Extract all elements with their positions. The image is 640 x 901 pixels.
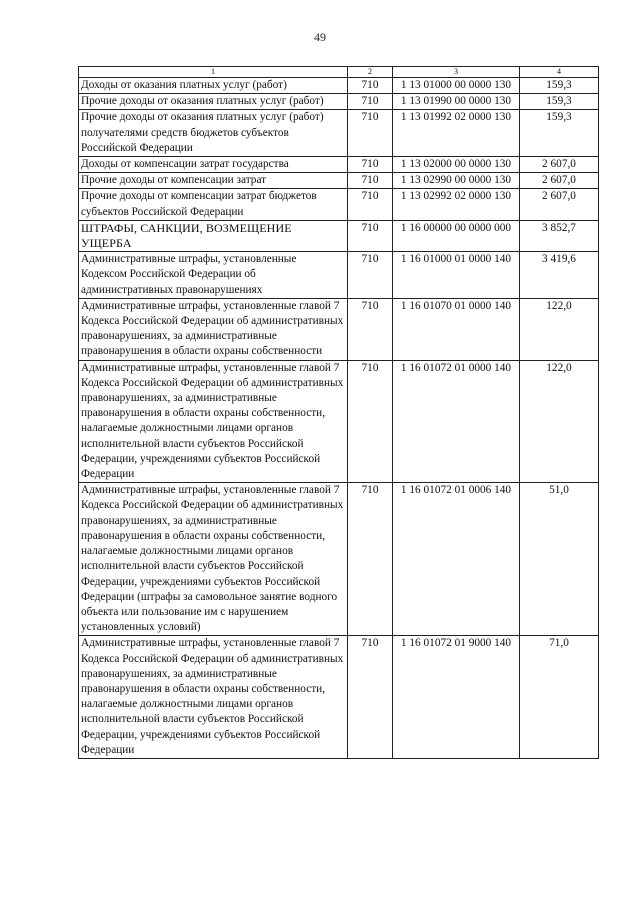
table-row — [79, 110, 599, 157]
row-amount: 159,3 — [520, 94, 599, 110]
row-kbk: 1 16 00000 00 0000 000 — [393, 220, 520, 251]
table-row — [79, 173, 599, 189]
row-kbk: 1 16 01070 01 0000 140 — [393, 298, 520, 360]
budget-revenue-table — [78, 66, 599, 759]
row-amount: 122,0 — [520, 298, 599, 360]
table-row — [79, 360, 599, 483]
row-name: Доходы от оказания платных услуг (работ) — [79, 78, 348, 94]
row-name: Прочие доходы от оказания платных услуг (работ) — [79, 94, 348, 110]
row-admin-code: 710 — [348, 157, 393, 173]
row-admin-code: 710 — [348, 483, 393, 636]
table-row — [79, 157, 599, 173]
row-name: Административные штрафы, установленные главой 7 Кодекса Российской Федерации об административных правонарушениях, за административные правонарушения в области охраны собственности, налагаемые должностными лицами органов исполнительной власти субъектов Российской Федерации, учреждениями субъектов Российской Федерации — [79, 636, 348, 759]
row-kbk: 1 13 01000 00 0000 130 — [393, 78, 520, 94]
table-row — [79, 298, 599, 360]
row-amount: 122,0 — [520, 360, 599, 483]
row-admin-code: 710 — [348, 252, 393, 299]
row-kbk: 1 16 01000 01 0000 140 — [393, 252, 520, 299]
row-admin-code: 710 — [348, 173, 393, 189]
table-header-row — [79, 67, 599, 78]
row-admin-code: 710 — [348, 220, 393, 251]
row-name: Административные штрафы, установленные главой 7 Кодекса Российской Федерации об административных правонарушениях, за административные правонарушения в области охраны собственности, налагаемые должностными лицами органов исполнительной власти субъектов Российской Федерации, учреждениями субъектов Российской Федерации (штрафы за самовольное занятие водного объекта или пользование им с нарушением установленных условий) — [79, 483, 348, 636]
row-kbk: 1 16 01072 01 9000 140 — [393, 636, 520, 759]
page-number: 49 — [314, 30, 326, 44]
row-amount: 71,0 — [520, 636, 599, 759]
row-admin-code: 710 — [348, 298, 393, 360]
row-amount: 51,0 — [520, 483, 599, 636]
row-admin-code: 710 — [348, 94, 393, 110]
table-row — [79, 189, 599, 220]
row-amount: 2 607,0 — [520, 173, 599, 189]
row-name: Доходы от компенсации затрат государства — [79, 157, 348, 173]
row-name: Прочие доходы от компенсации затрат бюджетов субъектов Российской Федерации — [79, 189, 348, 220]
header-cell: 4 — [520, 67, 599, 78]
row-name: Административные штрафы, установленные Кодексом Российской Федерации об административных правонарушениях — [79, 252, 348, 299]
row-name: Административные штрафы, установленные главой 7 Кодекса Российской Федерации об административных правонарушениях, за административные правонарушения в области охраны собственности, налагаемые должностными лицами органов исполнительной власти субъектов Российской Федерации, учреждениями субъектов Российской Федерации — [79, 360, 348, 483]
row-admin-code: 710 — [348, 636, 393, 759]
row-kbk: 1 16 01072 01 0006 140 — [393, 483, 520, 636]
row-kbk: 1 13 01990 00 0000 130 — [393, 94, 520, 110]
row-name: Административные штрафы, установленные главой 7 Кодекса Российской Федерации об административных правонарушениях, за административные правонарушения в области охраны собственности — [79, 298, 348, 360]
row-name: ШТРАФЫ, САНКЦИИ, ВОЗМЕЩЕНИЕ УЩЕРБА — [79, 220, 348, 251]
header-cell: 1 — [79, 67, 348, 78]
row-amount: 3 419,6 — [520, 252, 599, 299]
row-name: Прочие доходы от компенсации затрат — [79, 173, 348, 189]
row-kbk: 1 16 01072 01 0000 140 — [393, 360, 520, 483]
table-row — [79, 94, 599, 110]
row-kbk: 1 13 01992 02 0000 130 — [393, 110, 520, 157]
row-kbk: 1 13 02990 00 0000 130 — [393, 173, 520, 189]
header-cell: 2 — [348, 67, 393, 78]
row-admin-code: 710 — [348, 110, 393, 157]
row-kbk: 1 13 02000 00 0000 130 — [393, 157, 520, 173]
row-admin-code: 710 — [348, 189, 393, 220]
row-amount: 2 607,0 — [520, 189, 599, 220]
header-cell: 3 — [393, 67, 520, 78]
row-amount: 159,3 — [520, 78, 599, 94]
row-admin-code: 710 — [348, 360, 393, 483]
table-row — [79, 78, 599, 94]
row-amount: 2 607,0 — [520, 157, 599, 173]
row-amount: 3 852,7 — [520, 220, 599, 251]
row-name: Прочие доходы от оказания платных услуг (работ) получателями средств бюджетов субъектов Российской Федерации — [79, 110, 348, 157]
table-row — [79, 252, 599, 299]
table-row — [79, 636, 599, 759]
row-admin-code: 710 — [348, 78, 393, 94]
row-kbk: 1 13 02992 02 0000 130 — [393, 189, 520, 220]
row-amount: 159,3 — [520, 110, 599, 157]
table-row — [79, 220, 599, 251]
table-row — [79, 483, 599, 636]
